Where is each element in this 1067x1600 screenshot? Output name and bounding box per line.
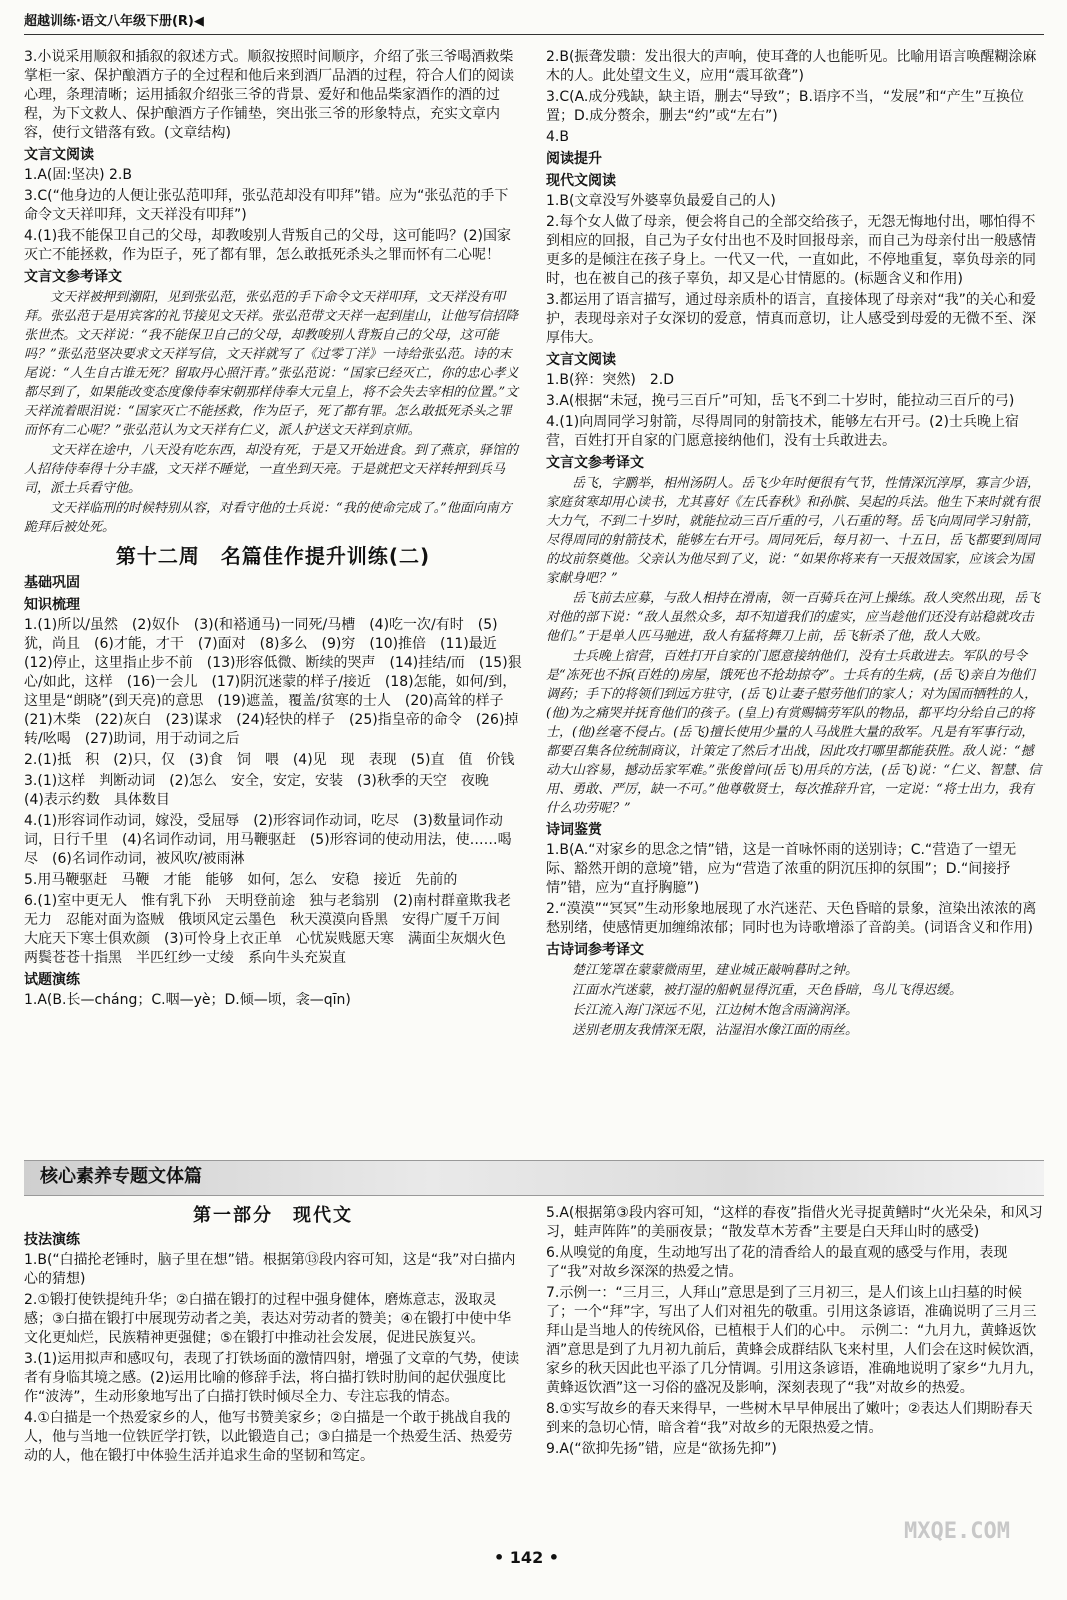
answer-paragraph: 1.B(文章没写外婆辜负最爱自己的人): [546, 193, 776, 209]
answer-paragraph: 8.①实写故乡的春天来得早，一些树木早早伸展出了嫩叶；②表达人们期盼春天到来的急切心情，暗含着“我”对故乡的无限热爱之情。: [546, 1401, 1033, 1436]
reference-translation: 江面水汽迷蒙，被打湿的船帆显得沉重，天色昏暗，鸟儿飞得迟缓。: [572, 983, 963, 998]
section-heading: 古诗词参考译文: [546, 942, 644, 958]
section-band-title: 核心素养专题文体篇: [40, 1166, 202, 1187]
reference-translation: 楚江笼罩在蒙蒙微雨里，建业城正敲响暮时之钟。: [572, 963, 859, 978]
answer-paragraph: 4.(1)我不能保卫自己的父母，却教唆别人背叛自己的父母，这可能吗？(2)国家灭亡不能拯救，作为臣子，死了都有罪，怎么敢抵死杀头之罪而怀有二心呢！: [24, 228, 512, 263]
answer-paragraph: 9.A(“欲抑先扬”错，应是“欲扬先抑”): [546, 1441, 777, 1457]
reference-translation: 士兵晚上宿营，百姓打开自家的门愿意接纳他们，没有士兵敢进去。军队的号令是“冻死也不拆(百姓的)房屋，饿死也不抢劫掠夺”。士兵有的生病，(岳飞)亲自为他们调药；手下的将领们到远方驻守，(岳飞)让妻子慰劳他们的家人；对为国而牺牲的人，(他)为之痛哭并抚育他们的孩子。(皇上)有赏赐犒劳军队的物品，都平均分给自己的将士，(他)丝毫不侵占。(岳飞)擅长使用少量的人马战胜大量的敌军。凡是有军事行动，都要召集各位统制商议，计策定了然后才出战，因此攻打哪里都能获胜。敌人说：“撼动大山容易，撼动岳家军难。”张俊曾问(岳飞)用兵的方法，(岳飞)说：“仁义、智慧、信用、勇敢、严厉，缺一不可。”他尊敬贤士，每次推辞升官，一定说：“将士出力，我有什么功劳呢？”: [546, 649, 1042, 816]
answer-paragraph: 6.(1)室中更无人 惟有乳下孙 天明登前途 独与老翁别 (2)南村群童欺我老无力 忍能对面为盗贼 俄顷风定云墨色 秋天漠漠向昏黑 安得广厦千万间 大庇天下寒士俱欢颜 (3)可怜身上衣正单 心忧炭贱愿天寒 满面尘灰烟火色 两鬓苍苍十指黑 半匹红纱一丈绫 系向牛头充炭直: [24, 893, 520, 966]
section-heading: 现代文阅读: [546, 173, 616, 189]
answer-paragraph: 7.示例一：“三月三，人拜山”意思是到了三月初三，是人们该上山扫墓的时候了；一个“拜”字，写出了人们对祖先的敬重。引用这条谚语，准确说明了三月三拜山是当地人的传统风俗，已植根于人们的心中。 示例二：“九月九，黄蜂返饮酒”意思是到了九月初九前后，黄蜂会成群结队飞来村里，人们会在这时候饮酒，家乡的秋天因此也平添了几分情调。引用这条谚语，准确地说明了家乡“九月九，黄蜂返饮酒”这一习俗的盛况及影响，深刻表现了“我”对故乡的热爱。: [546, 1285, 1044, 1396]
answer-paragraph: 2.B(振聋发聩：发出很大的声响，使耳聋的人也能听见。比喻用语言唤醒糊涂麻木的人。此处望文生义，应用“震耳欲聋”): [546, 49, 1037, 84]
section-heading: 试题演练: [24, 972, 80, 988]
answer-paragraph: 1.A(B.长—cháng；C.咽—yè；D.倾—顷，衾—qīn): [24, 992, 351, 1008]
answer-paragraph: 2.(1)抵 积 (2)只，仅 (3)食 饲 喂 (4)见 现 表现 (5)直 值 价钱: [24, 752, 515, 768]
answer-paragraph: 1.(1)所以/虽然 (2)奴仆 (3)(和褡通马)一同死/马槽 (4)吃一次/有时 (5)犹，尚且 (6)才能，才干 (7)面对 (8)多么 (9)穷 (10)推倍 (11)最近 (12)停止，这里指止步不前 (13)形容低微、断续的哭声 (14)挂结/而 (15)狠心/如此，这样 (16)一会儿 (17)阴沉迷蒙的样子/接近 (18)怎能，如何/到，这里是“朗晓”(到天亮)的意思 (19)遮盖，覆盖/贫寒的士人 (20)高耸的样子 (21)木柴 (22)灰白 (23)谋求 (24)轻快的样子 (25)指皇帝的命令 (26)掉转/吆喝 (27)助词，用于动词之后: [24, 617, 522, 747]
reference-translation: 送别老朋友我情深无限，沾湿泪水像江面的雨丝。: [572, 1023, 859, 1038]
answer-paragraph: 1.B(猝：突然) 2.D: [546, 372, 675, 388]
answer-paragraph: 1.B(A.“对家乡的思念之情”错，这是一首咏怀雨的送别诗；C.“营造了一望无际、豁然开朗的意境”错，应为“营造了浓重的阴沉压抑的氛围”；D.“间接抒情”错，应为“直抒胸臆”): [546, 842, 1017, 896]
answer-paragraph: 1.B(“白描抡老锤时，脑子里在想”错。根据第⑬段内容可知，这是“我”对白描内心的猜想): [24, 1252, 516, 1287]
answer-paragraph: 3.(1)这样 判断动词 (2)怎么 安全，安定，安装 (3)秋季的天空 夜晚 (4)表示约数 具体数目: [24, 773, 503, 808]
section-heading: 诗词鉴赏: [546, 822, 602, 838]
reference-translation: 文天祥临刑的时候特别从容，对看守他的士兵说：“我的使命完成了。”他面向南方跪拜后被处死。: [24, 501, 512, 535]
answer-paragraph: 3.都运用了语言描写，通过母亲质朴的语言，直接体现了母亲对“我”的关心和爱护，表现母亲对子女深切的爱意，情真而意切，让人感受到母爱的无微不至、深厚伟大。: [546, 292, 1036, 346]
section-heading: 文言文参考译文: [546, 455, 644, 471]
section-heading: 阅读提升: [546, 151, 602, 167]
reference-translation: 岳飞前去应募，与敌人相持在滑南，领一百骑兵在河上操练。敌人突然出现，岳飞对他的部下说：“敌人虽然众多，却不知道我们的虚实，应当趁他们还没有站稳就攻击他们。”于是单人匹马驰进，敌人有猛将舞刀上前，岳飞斩杀了他，敌人大败。: [546, 591, 1041, 644]
answer-paragraph: 5.A(根据第③段内容可知，“这样的春夜”指借火光寻捉黄鳝时“火光朵朵，和风习习，蛙声阵阵”的美丽夜景；“散发草木芳香”主要是白天拜山时的感受): [546, 1205, 1043, 1240]
right-column: [546, 48, 1044, 1158]
answer-paragraph: 2.“漠漠”“冥冥”生动形象地展现了水汽迷茫、天色昏暗的景象，渲染出浓浓的离愁别绪，使感情更加缠绵浓郁；同时也为诗歌增添了音韵美。(词语含义和作用): [546, 901, 1037, 936]
reference-translation: 岳飞，字鹏举，相州汤阴人。岳飞少年时便很有气节，性情深沉淳厚，寡言少语，家庭贫寒却用心读书，尤其喜好《左氏春秋》和孙膑、吴起的兵法。他生下来时就有很大力气，不到二十岁时，就能拉动三百斤重的弓，八石重的弩。岳飞向周同学习射箭，尽得周同的射箭技术，能够左右开弓。周同死后，每月初一、十五日，岳飞都要到周同的坟前祭奠他。父亲认为他尽到了义，说：“如果你将来有一天报效国家，应该会为国家献身吧？”: [546, 476, 1041, 586]
section-band: [24, 1160, 1044, 1196]
answer-paragraph: 4.B: [546, 129, 569, 145]
left-lower-body: [24, 1231, 522, 1466]
right-column-lower: [546, 1204, 1044, 1534]
section-heading: 文言文参考译文: [24, 269, 122, 285]
answer-paragraph: 3.小说采用顺叙和插叙的叙述方式。顺叙按照时间顺序，介绍了张三爷喝酒救柴掌柜一家、保护酿酒方子的全过程和他后来到酒厂品酒的过程，符合人们的阅读心理，条理清晰；运用插叙介绍张三爷的背景、爱好和他品柴家酒作的酒的过程，为下文救人、保护酿酒方子作铺垫，突出张三爷的形象特点，充实文章内容，使行文错落有致。(文章结构): [24, 49, 514, 141]
running-header: 超越训练·语文八年级下册(R)◀: [24, 14, 204, 29]
page-number: • 142 •: [494, 1548, 559, 1567]
section-heading: 技法演练: [24, 1232, 80, 1248]
watermark: MXQE.COM: [904, 1519, 1010, 1544]
week-title: 第十二周 名篇佳作提升训练(二): [115, 544, 431, 568]
answer-paragraph: 4.(1)向周同学习射箭，尽得周同的射箭技术，能够左右开弓。(2)士兵晚上宿营，百姓打开自家的门愿意接纳他们，没有士兵敢进去。: [546, 414, 1020, 449]
part-title: 第一部分 现代文: [193, 1205, 353, 1226]
section-heading: 文言文阅读: [24, 147, 94, 163]
left-column: [24, 48, 522, 1158]
answer-paragraph: 4.①白描是一个热爱家乡的人，他写书赞美家乡；②白描是一个敢于挑战自我的人，他与当地一位铁匠学打铁，以此锻造自己；③白描是一个热爱生活、热爱劳动的人，他在锻打中体验生活并追求生命的坚韧和笃定。: [24, 1410, 513, 1464]
answer-paragraph: 1.A(固:坚决) 2.B: [24, 167, 132, 183]
answer-paragraph: 3.C(A.成分残缺，缺主语，删去“导致”；B.语序不当，“发展”和“产生”互换位置；D.成分赘余，删去“约”或“左右”): [546, 89, 1024, 124]
answer-paragraph: 3.C(“他身边的人便让张弘范叩拜，张弘范却没有叩拜”错。应为“张弘范的手下命令文天祥叩拜，文天祥没有叩拜”): [24, 188, 509, 223]
section-heading: 文言文阅读: [546, 352, 616, 368]
answer-paragraph: 2.每个女人做了母亲，便会将自己的全部交给孩子，无怨无悔地付出，哪怕得不到相应的回报，自己为子女付出也不及时回报母亲，而自己为母亲付出一般感情更多的是倾注在孩子身上。一代又一代，一直如此，不停地重复，辜负母亲的同时，也在被自己的孩子辜负，却又是心甘情愿的。(标题含义和作用): [546, 214, 1036, 287]
answer-paragraph: 6.从嗅觉的角度，生动地写出了花的清香给人的最直观的感受与作用，表现了“我”对故乡深深的热爱之情。: [546, 1245, 1008, 1280]
answer-paragraph: 5.用马鞭驱赶 马鞭 才能 能够 如何，怎么 安稳 接近 先前的: [24, 872, 458, 888]
answer-paragraph: 2.①锻打使铁提纯升华；②白描在锻打的过程中强身健体，磨炼意志，汲取灵感；③白描在锻打中展现劳动者之美，表达对劳动者的赞美；④在锻打中使中华文化更灿烂，民族精神更强健；⑤在锻打中推动社会发展，促进民族复兴。: [24, 1292, 512, 1346]
answer-paragraph: 3.A(根据“未冠，挽弓三百斤”可知，岳飞不到二十岁时，能拉动三百斤的弓): [546, 393, 1015, 409]
page: [24, 12, 1044, 1572]
reference-translation: 长江流入海门深远不见，江边树木饱含雨滴润泽。: [572, 1003, 859, 1018]
reference-translation: 文天祥被押到潮阳，见到张弘范，张弘范的手下命令文天祥叩拜，文天祥没有叩拜。张弘范于是用宾客的礼节接见文天祥。张弘范带文天祥一起到崖山，让他写信招降张世杰。文天祥说：“我不能保卫自己的父母，却教唆别人背叛自己的父母，这可能吗？”张弘范坚决要求文天祥写信，文天祥就写了《过零丁洋》一诗给张弘范。诗的末尾说：“人生自古谁无死？留取丹心照汗青。”张弘范说：“国家已经灭亡，你的忠心孝义都尽到了，如果能改变态度像侍奉宋朝那样侍奉大元皇上，将不会失去宰相的位置。”文天祥流着眼泪说：“国家灭亡不能拯救，作为臣子，死了都有罪。怎么敢抵死杀头之罪而怀有二心呢？”张弘范认为文天祥有仁义，派人护送文天祥到京师。: [24, 290, 519, 438]
section-heading: 知识梳理: [24, 597, 80, 613]
reference-translation: 文天祥在途中，八天没有吃东西，却没有死，于是又开始进食。到了燕京，驿馆的人招待侍奉得十分丰盛，文天祥不睡觉，一直坐到天亮。于是就把文天祥转押到兵马司，派士兵看守他。: [24, 443, 519, 496]
section-heading: 基础巩固: [24, 575, 80, 591]
left-column-lower: [24, 1204, 522, 1534]
answer-paragraph: 3.(1)运用拟声和感叹句，表现了打铁场面的激情四射，增强了文章的气势，使读者有身临其境之感。(2)运用比喻的修辞手法，将白描打铁时肋间的起伏强度比作“波涛”，生动形象地写出了白描打铁时倾尽全力、专注忘我的情态。: [24, 1351, 520, 1405]
answer-paragraph: 4.(1)形容词作动词，嫁没，受屈辱 (2)形容词作动词，吃尽 (3)数量词作动词，日行千里 (4)名词作动词，用马鞭驱赶 (5)形容词的使动用法，使……喝尽 (6)名词作动词，被风吹/被雨淋: [24, 813, 512, 867]
header-divider: [24, 34, 1044, 35]
